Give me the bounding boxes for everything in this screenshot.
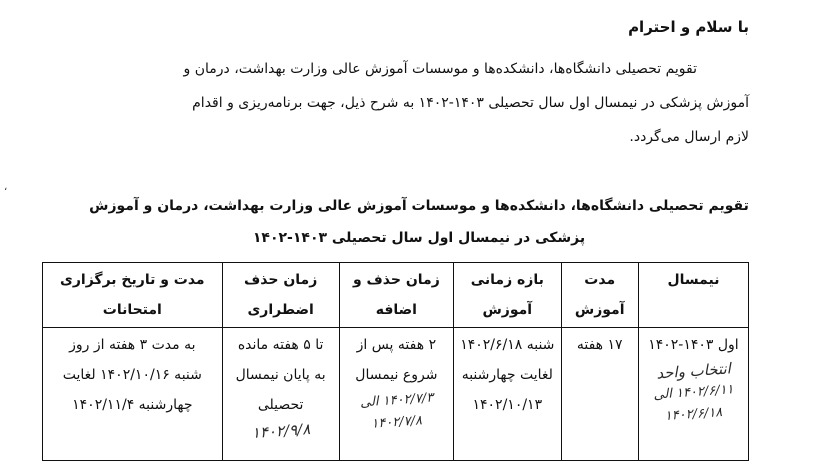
- cell-period-line1: شنبه ۱۴۰۲/۶/۱۸: [460, 337, 555, 353]
- header-add-drop-line1: زمان حذف و: [352, 272, 440, 288]
- cell-emergency-drop: [222, 328, 339, 461]
- cell-exams-line3: چهارشنبه ۱۴۰۲/۱۱/۴: [72, 397, 193, 413]
- header-duration-line2: آموزش: [574, 302, 625, 318]
- cell-exams-line1: به مدت ۳ هفته از روز: [69, 337, 196, 353]
- table-header-row: [43, 263, 749, 328]
- handwritten-date: ۱۴۰۲/۷/۸: [370, 413, 423, 432]
- header-emergency-line2: اضطراری: [247, 302, 314, 318]
- cell-add-drop-line2: شروع نیمسال: [355, 367, 438, 383]
- cell-emergency-line2: به پایان نیمسال: [235, 367, 326, 383]
- handwritten-date: ۱۴۰۲/۹/۸: [250, 419, 311, 443]
- cell-period-line2: لغایت چهارشنبه: [461, 367, 553, 383]
- letter-line-1: [49, 52, 749, 86]
- cell-duration-text: ۱۷ هفته: [576, 337, 623, 353]
- handwritten-note: انتخاب واحد: [655, 359, 732, 383]
- table-row: [43, 328, 749, 461]
- letter-line-2: آموزش پزشکی در نیمسال اول سال تحصیلی ۱۴۰۳-۱۴۰۲ به شرح ذیل، جهت برنامه‌ریزی و اقدام: [192, 95, 749, 111]
- handwritten-date: ۱۴۰۲/۷/۳ الی: [359, 390, 434, 411]
- header-add-drop: [339, 263, 453, 328]
- letter-line-3: لازم ارسال می‌گردد.: [629, 129, 749, 145]
- header-period-line2: آموزش: [482, 302, 533, 318]
- header-emergency-line1: زمان حذف: [244, 272, 318, 288]
- handwritten-date: ۱۴۰۲/۶/۱۸: [664, 405, 723, 424]
- cell-emergency-line1: تا ۵ هفته مانده: [237, 337, 324, 353]
- cell-exams: [43, 328, 223, 461]
- header-add-drop-line2: اضافه: [375, 302, 417, 318]
- cell-add-drop-line1: ۲ هفته پس از: [356, 337, 437, 353]
- header-exams-line1: مدت و تاریخ برگزاری: [60, 272, 205, 288]
- cell-semester-text: اول ۱۴۰۳-۱۴۰۲: [648, 337, 739, 353]
- letter-body: [49, 52, 749, 154]
- cell-semester: [638, 328, 748, 461]
- table-title-line-2: پزشکی در نیمسال اول سال تحصیلی ۱۴۰۳-۱۴۰۲: [252, 230, 586, 246]
- header-period: [454, 263, 561, 328]
- cell-duration: [561, 328, 638, 461]
- header-semester-text: نیمسال: [667, 272, 720, 288]
- header-exams-line2: امتحانات: [102, 302, 162, 318]
- header-exams: [43, 263, 223, 328]
- header-period-line1: بازه زمانی: [470, 272, 544, 288]
- header-semester: [638, 263, 748, 328]
- cell-add-drop: [339, 328, 453, 461]
- header-duration: [561, 263, 638, 328]
- greeting: با سلام و احترام: [628, 18, 749, 36]
- cell-period: [454, 328, 561, 461]
- table-title-line-1: تقویم تحصیلی دانشگاه‌ها، دانشکده‌ها و موسسات آموزش عالی وزارت بهداشت، درمان و آموزش: [89, 198, 749, 214]
- header-emergency-drop: [222, 263, 339, 328]
- academic-calendar-table: [42, 262, 749, 461]
- cell-period-line3: ۱۴۰۲/۱۰/۱۳: [472, 397, 543, 413]
- header-duration-line1: مدت: [584, 272, 616, 288]
- letter-line-1-text: تقویم تحصیلی دانشگاه‌ها، دانشکده‌ها و موسسات آموزش عالی وزارت بهداشت، درمان و: [183, 61, 697, 77]
- cell-exams-line2: شنبه ۱۴۰۲/۱۰/۱۶ لغایت: [62, 367, 202, 383]
- margin-mark: ،: [4, 182, 8, 193]
- handwritten-date: ۱۴۰۲/۶/۱۱ الی: [652, 382, 734, 403]
- cell-emergency-line3: تحصیلی: [257, 397, 304, 413]
